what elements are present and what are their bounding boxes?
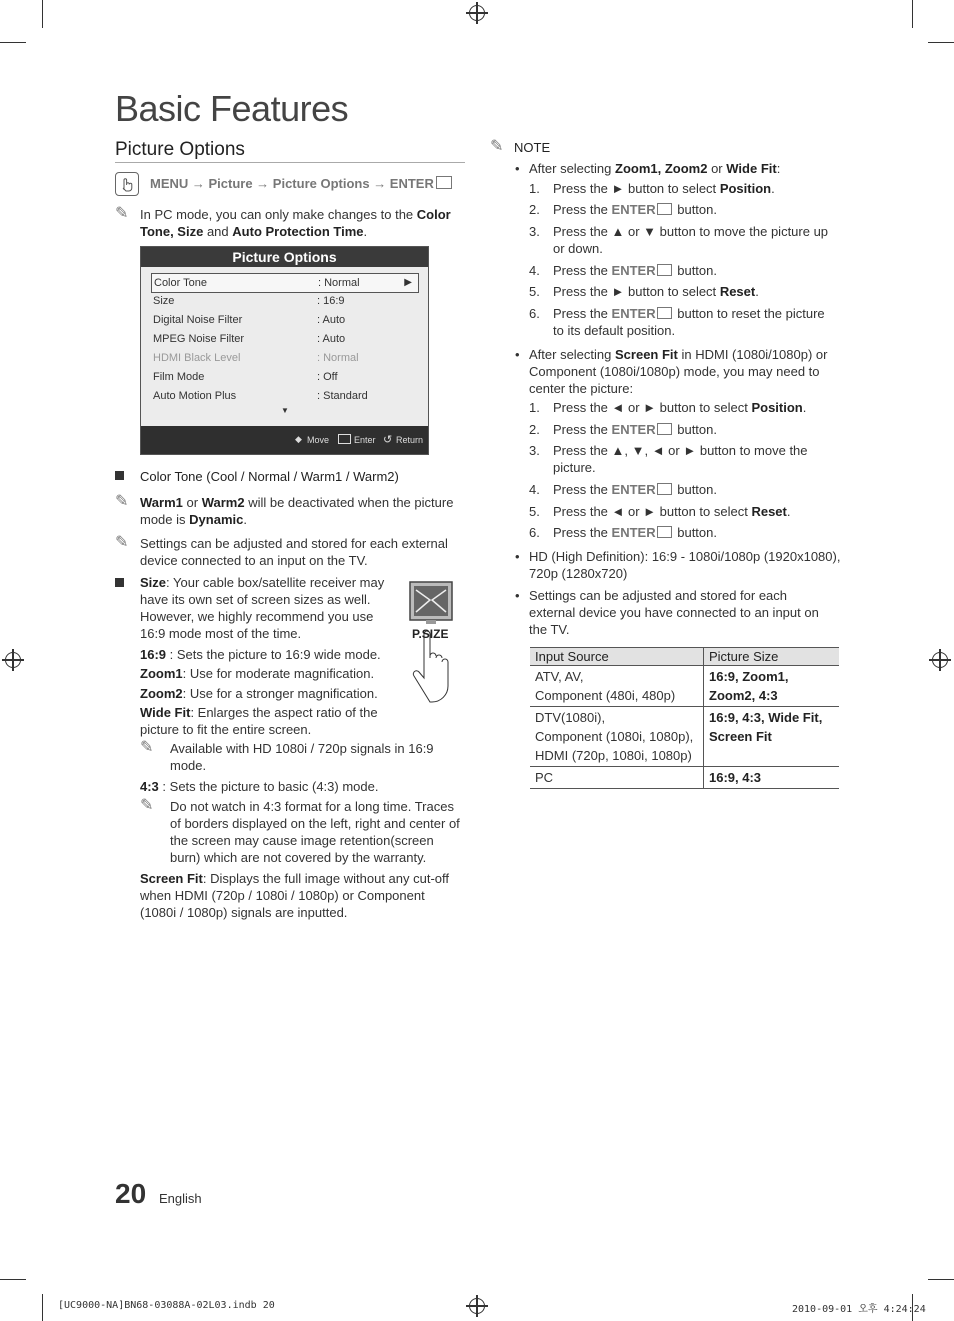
osd-row-film-mode[interactable]: Film Mode : Off	[153, 371, 338, 383]
step-text: Press the ENTER button.	[553, 482, 717, 497]
size-wide-fit: Wide Fit: Enlarges the aspect ratio of the picture to fit the entire screen.	[140, 705, 378, 737]
crop-mark	[42, 1294, 43, 1321]
square-bullet-icon	[115, 471, 124, 480]
registration-mark-icon	[932, 652, 948, 668]
psize-label: P.SIZE	[412, 627, 449, 641]
table-cell-picture-size: 16:9, 4:3, Wide Fit, Screen Fit	[704, 707, 840, 767]
note-bullet-zoom: After selecting Zoom1, Zoom2 or Wide Fit:	[529, 161, 781, 176]
step-number: 3.	[529, 443, 540, 458]
page-title: Basic Features	[115, 88, 349, 129]
step-text: Press the ▲, ▼, ◄ or ► button to move the picture.	[553, 443, 808, 475]
enter-icon	[657, 264, 672, 276]
crop-mark	[928, 1279, 954, 1280]
step-number: 2.	[529, 422, 540, 437]
table-cell-picture-size: 16:9, Zoom1, Zoom2, 4:3	[704, 666, 840, 707]
enter-icon	[657, 307, 672, 319]
warm-note: Warm1 or Warm2 will be deactivated when the picture mode is Dynamic.	[140, 495, 454, 527]
square-bullet-icon	[115, 578, 124, 587]
bullet-dot: •	[515, 347, 520, 362]
registration-mark-icon	[469, 1298, 485, 1314]
size-zoom1: Zoom1: Use for moderate magnification.	[140, 666, 375, 681]
registration-mark-icon	[469, 5, 485, 21]
size-zoom2: Zoom2: Use for a stronger magnification.	[140, 686, 378, 701]
table-cell-picture-size: 16:9, 4:3	[704, 767, 840, 789]
page-number: 20	[115, 1178, 147, 1209]
osd-footer: ◆ Move Enter ↺ Return	[141, 426, 428, 454]
osd-row-mpeg-noise[interactable]: MPEG Noise Filter : Auto	[153, 333, 346, 345]
table-row	[530, 707, 839, 767]
step-text: Press the ► button to select Position.	[553, 181, 775, 196]
size-description: Size: Your cable box/satellite receiver may have its own set of screen sizes as well. However, we highly recommend you use 16:9 mode most of the time.	[140, 575, 385, 641]
bullet-dot: •	[515, 588, 520, 603]
note-pencil-icon: ✎	[115, 203, 129, 222]
step-text: Press the ENTER button.	[553, 525, 717, 540]
enter-icon	[338, 434, 351, 444]
picture-size-table	[530, 647, 839, 789]
step-text: Press the ENTER button.	[553, 422, 717, 437]
picture-options-osd	[140, 246, 429, 455]
menu-path: MENU → Picture → Picture Options → ENTER	[150, 176, 434, 191]
section-title: Picture Options	[115, 139, 245, 160]
size-169: 16:9 : Sets the picture to 16:9 wide mode.	[140, 647, 381, 662]
table-row	[530, 767, 839, 789]
step-number: 5.	[529, 504, 540, 519]
settings-note: Settings can be adjusted and stored for each external device connected to an input on the TV.	[140, 536, 448, 568]
note-pencil-icon: ✎	[140, 737, 154, 756]
crop-mark	[928, 42, 954, 43]
step-text: Press the ENTER button to reset the picture to its default position.	[553, 306, 825, 338]
crop-mark	[42, 0, 43, 28]
note-label: NOTE	[514, 140, 551, 155]
enter-icon	[657, 483, 672, 495]
step-number: 1.	[529, 181, 540, 196]
color-tone-heading: Color Tone (Cool / Normal / Warm1 / Warm2)	[140, 469, 399, 484]
step-text: Press the ENTER button.	[553, 202, 717, 217]
table-cell-input-source: PC	[530, 767, 704, 789]
note-pencil-icon: ✎	[115, 491, 129, 510]
osd-row-size[interactable]: Size : 16:9	[153, 295, 345, 307]
step-number: 1.	[529, 400, 540, 415]
step-number: 4.	[529, 263, 540, 278]
step-text: Press the ENTER button.	[553, 263, 717, 278]
table-cell-input-source: ATV, AV, Component (480i, 480p)	[530, 666, 704, 707]
table-header-picture-size: Picture Size	[704, 648, 840, 666]
table-cell-input-source: DTV(1080i), Component (1080i, 1080p), HDMI (720p, 1080i, 1080p)	[530, 707, 704, 767]
note-pencil-icon: ✎	[140, 795, 154, 814]
enter-icon	[657, 203, 672, 215]
footer-date: 2010-09-01 오후 4:24:24	[792, 1304, 926, 1315]
note-bullet-settings: Settings can be adjusted and stored for each external device you have connected to an input on the TV.	[529, 588, 819, 637]
step-text: Press the ▲ or ▼ button to move the picture up or down.	[553, 224, 829, 256]
bullet-dot: •	[515, 549, 520, 564]
note-bullet-screenfit: After selecting Screen Fit in HDMI (1080i/1080p) or Component (1080i/1080p) mode, you may need to center the picture:	[529, 347, 828, 396]
step-number: 3.	[529, 224, 540, 239]
wide-fit-note: Available with HD 1080i / 720p signals in 16:9 mode.	[170, 741, 434, 773]
table-row	[530, 666, 839, 707]
enter-icon	[436, 176, 452, 189]
footer-file: [UC9000-NA]BN68-03088A-02L03.indb 20	[58, 1300, 275, 1311]
table-header-input-source: Input Source	[530, 648, 704, 666]
return-icon: ↺	[383, 434, 393, 446]
step-number: 5.	[529, 284, 540, 299]
step-number: 4.	[529, 482, 540, 497]
step-number: 2.	[529, 202, 540, 217]
size-43: 4:3 : Sets the picture to basic (4:3) mode.	[140, 779, 379, 794]
crop-mark	[0, 42, 26, 43]
pc-mode-note: In PC mode, you can only make changes to the Color Tone, Size and Auto Protection Time.	[140, 207, 451, 239]
crop-mark	[912, 0, 913, 28]
note-bullet-hd: HD (High Definition): 16:9 - 1080i/1080p (1920x1080), 720p (1280x720)	[529, 549, 841, 581]
step-number: 6.	[529, 306, 540, 321]
enter-icon	[657, 526, 672, 538]
size-screen-fit: Screen Fit: Displays the full image without any cut-off when HDMI (720p / 1080i / 1080p) or Component (1080i / 1080p) signals are inputted.	[140, 871, 450, 920]
osd-row-hdmi-black: HDMI Black Level : Normal	[153, 352, 359, 364]
size-43-note: Do not watch in 4:3 format for a long time. Traces of borders displayed on the left, right and center of the screen may cause image retention(screen burn) which are not covered by the warranty.	[170, 799, 460, 865]
remote-hand-icon	[115, 172, 139, 196]
page-language: English	[159, 1191, 202, 1206]
crop-mark	[0, 1279, 26, 1280]
osd-row-auto-motion[interactable]: Auto Motion Plus : Standard	[153, 390, 368, 402]
step-text: Press the ◄ or ► button to select Reset.	[553, 504, 791, 519]
bullet-dot: •	[515, 161, 520, 176]
osd-row-color-tone[interactable]: Color Tone : Normal ▶	[151, 273, 419, 293]
note-pencil-icon: ✎	[490, 136, 504, 155]
note-pencil-icon: ✎	[115, 532, 129, 551]
move-icon: ◆	[295, 434, 302, 444]
registration-mark-icon	[5, 652, 21, 668]
section-divider	[115, 162, 465, 163]
step-text: Press the ◄ or ► button to select Position.	[553, 400, 807, 415]
scroll-down-icon: ▼	[281, 406, 289, 415]
arrow-right-icon: ▶	[404, 277, 412, 288]
osd-row-digital-noise[interactable]: Digital Noise Filter : Auto	[153, 314, 346, 326]
step-number: 6.	[529, 525, 540, 540]
step-text: Press the ► button to select Reset.	[553, 284, 759, 299]
osd-title: Picture Options	[141, 247, 428, 267]
enter-icon	[657, 423, 672, 435]
psize-remote-illustration	[400, 578, 466, 710]
